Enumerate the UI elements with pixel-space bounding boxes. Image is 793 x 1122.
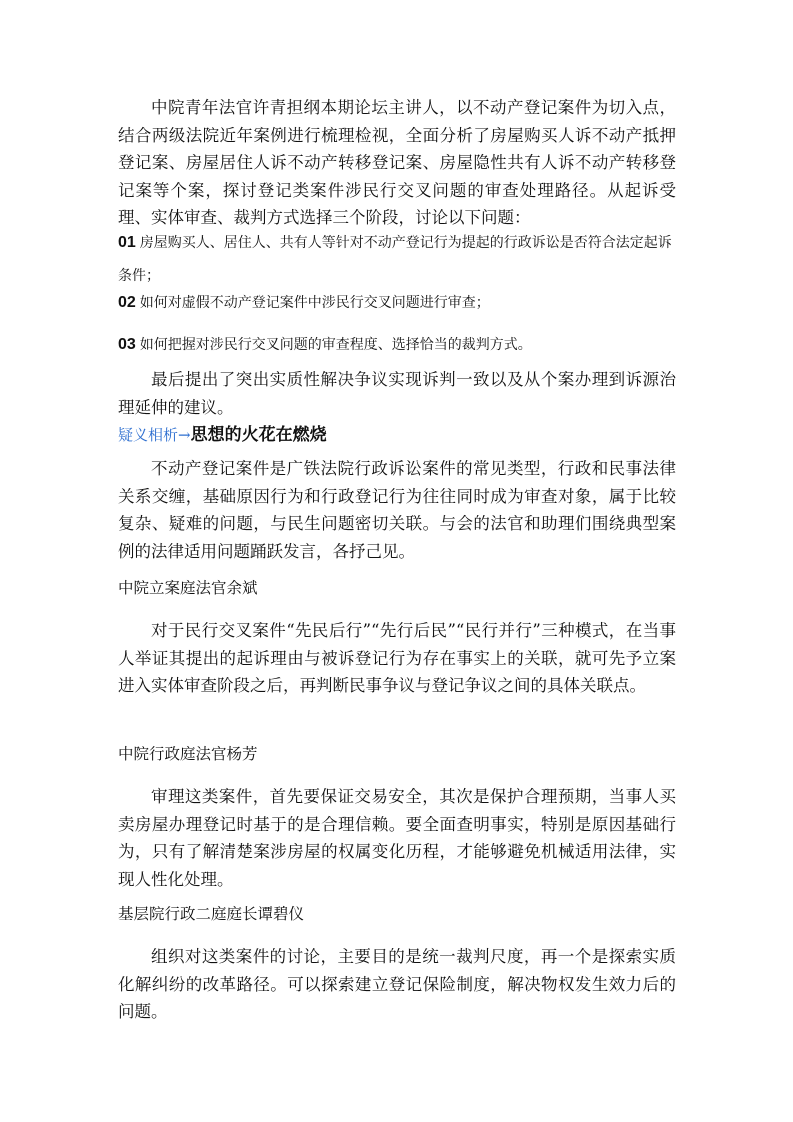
section-lead: 疑义相析→	[118, 426, 191, 444]
section-heading	[118, 423, 327, 447]
question-number: 02	[118, 294, 136, 311]
speaker-name: 中院行政庭法官杨芳	[118, 745, 258, 763]
question-item-1	[118, 226, 678, 293]
question-item-3	[118, 328, 678, 362]
question-number: 03	[118, 336, 136, 353]
speaker-name: 基层院行政二庭庭长谭碧仪	[118, 905, 305, 923]
speaker-remark: 组织对这类案件的讨论，主要目的是统一裁判尺度，再一个是探索实质化解纠纷的改革路径。可以探索建立登记保险制度，解决物权发生效力后的问题。	[118, 947, 676, 1021]
intro-paragraph: 中院青年法官许青担纲本期论坛主讲人，以不动产登记案件为切入点，结合两级法院近年案例进行梳理检视，全面分析了房屋购买人诉不动产抵押登记案、房屋居住人诉不动产转移登记案、房屋隐性共有人诉不动产转移登记案等个案，探讨登记类案件涉民行交叉问题的审查处理路径。从起诉受理、实体审查、裁判方式选择三个阶段，讨论以下问题：	[118, 98, 676, 227]
question-number: 01	[118, 234, 136, 251]
speaker-remark: 审理这类案件，首先要保证交易安全，其次是保护合理预期，当事人买卖房屋办理登记时基于的是合理信赖。要全面查明事实，特别是原因基础行为，只有了解清楚案涉房屋的权属变化历程，才能够避免机械适用法律，实现人性化处理。	[118, 787, 676, 889]
question-item-2	[118, 286, 678, 320]
conclusion-paragraph: 最后提出了突出实质性解决争议实现诉判一致以及从个案办理到诉源治理延伸的建议。	[118, 370, 676, 417]
speaker-name: 中院立案庭法官余斌	[118, 579, 258, 597]
question-text: 房屋购买人、居住人、共有人等针对不动产登记行为提起的行政诉讼是否符合法定起诉条件；	[118, 235, 672, 284]
question-text: 如何把握对涉民行交叉问题的审查程度、选择恰当的裁判方式。	[139, 337, 532, 353]
speaker-remark: 对于民行交叉案件“先民后行”“先行后民”“民行并行”三种模式，在当事人举证其提出的起诉理由与被诉登记行为存在事实上的关联，就可先予立案进入实体审查阶段之后，再判断民事争议与登记争议之间的具体关联点。	[118, 621, 676, 695]
section-intro-paragraph: 不动产登记案件是广铁法院行政诉讼案件的常见类型，行政和民事法律关系交缠，基础原因行为和行政登记行为往往同时成为审查对象，属于比较复杂、疑难的问题，与民生问题密切关联。与会的法官和助理们围绕典型案例的法律适用问题踊跃发言，各抒己见。	[118, 459, 676, 561]
section-title: 思想的火花在燃烧	[190, 425, 327, 445]
question-text: 如何对虚假不动产登记案件中涉民行交叉问题进行审查；	[139, 295, 490, 311]
